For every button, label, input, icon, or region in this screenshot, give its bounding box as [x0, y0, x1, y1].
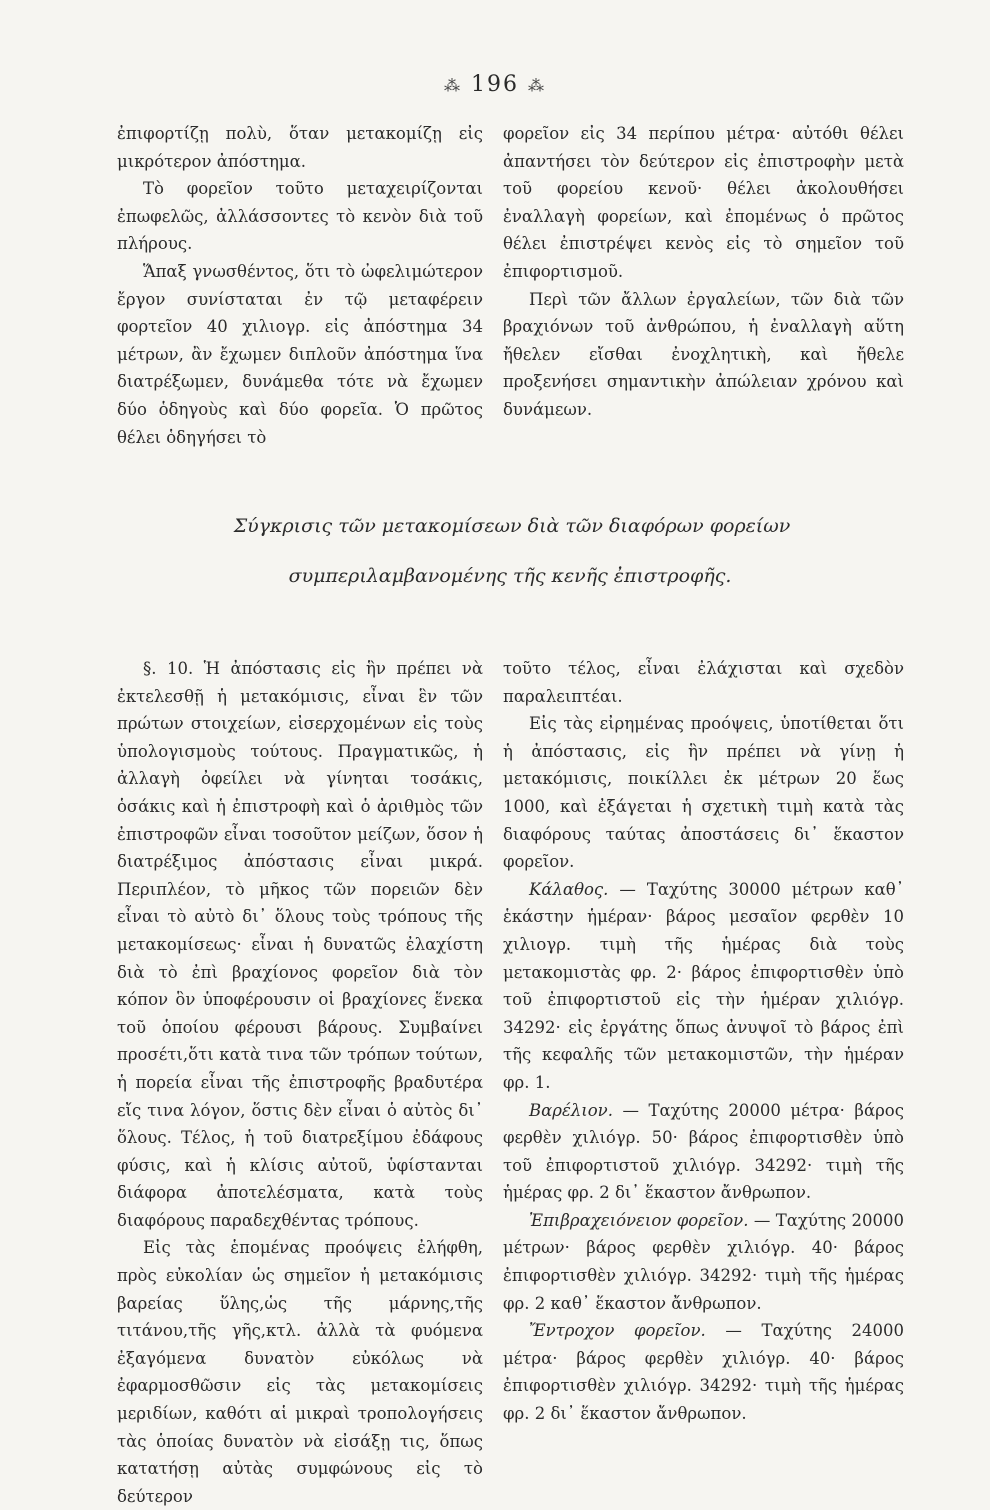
item-label: Κάλαθος.	[529, 879, 609, 899]
ornament-left-icon: ⁂	[444, 76, 462, 95]
paragraph: Τὸ φορεῖον τοῦτο μεταχειρίζονται ἐπωφελῶς, ἀλλάσσοντες τὸ κενὸν διὰ τοῦ πλήρους.	[117, 179, 483, 254]
item-text: — Ταχύτης 20000 μέτρων· βάρος φερθὲν χιλιόγρ. 40· βάρος ἐπιφορτισθὲν χιλιόγρ. 34292· τιμὴ τῆς ἡμέρας φρ. 2 καθ᾽ ἕκαστον ἄνθρωπον.	[503, 1210, 905, 1313]
page-header	[0, 72, 990, 97]
item-text: — Ταχύτης 20000 μέτρα· βάρος φερθὲν χιλιόγρ. 50· βάρος ἐπιφορτισθὲν ὑπὸ τοῦ ἐπιφορτιστοῦ χιλιόγρ. 34292· τιμὴ τῆς ἡμέρας φρ. 2 δι᾽ ἕκαστον ἄνθρωπον.	[503, 1100, 904, 1203]
page-number: 196	[471, 72, 519, 97]
paragraph: Εἰς τὰς ἑπομένας προόψεις ἐλήφθη, πρὸς εὐκολίαν ὡς σημεῖον ἡ μετακόμισις βαρείας ὕλης,ὡς τῆς μάρνης,τῆς τιτάνου,τῆς γῆς,κτλ. ἀλλὰ τὰ φυόμενα ἐξαγόμενα δυνατὸν εὐκόλως νὰ ἐφαρμοσθῶσιν εἰς τὰς μετακομίσεις μεριδίων, καθότι αἱ μικραὶ τροπολογήσεις τὰς ὁποίας δυνατὸν νὰ εἰσάξῃ τις, ὅπως κατατήσῃ αὐτὰς συμφώνους εἰς τὸ δεύτερον	[117, 1238, 483, 1506]
paragraph	[503, 1207, 904, 1317]
paragraph	[503, 1317, 904, 1427]
bottom-left-column	[117, 655, 483, 1510]
top-right-column	[503, 120, 904, 424]
item-label: Βαρέλιον.	[529, 1100, 613, 1120]
paragraph	[503, 1097, 904, 1207]
ornament-right-icon: ⁂	[528, 76, 546, 95]
bottom-right-column	[503, 655, 904, 1428]
paragraph: Εἰς τὰς εἰρημένας προόψεις, ὑποτίθεται ὅτι ἡ ἀπόστασις, εἰς ἣν πρέπει νὰ γίνῃ ἡ μετακόμισις, ποικίλλει ἐκ μέτρων 20 ἕως 1000, καὶ ἐξάγεται ἡ σχετικὴ τιμὴ κατὰ τὰς διαφόρους ταύτας ἀποστάσεις δι᾽ ἕκαστον φορεῖον.	[503, 714, 904, 872]
item-text: — Ταχύτης 30000 μέτρων καθ᾽ ἑκάστην ἡμέραν· βάρος μεσαῖον φερθὲν 10 χιλιογρ. τιμὴ τῆς ἡμέρας διὰ τοὺς μετακομιστὰς φρ. 2· βάρος ἐπιφορτισθὲν ὑπὸ τοῦ ἐπιφορτιστοῦ εἰς τὴν ἡμέραν χιλιόγρ. 34292· εἰς ἐργάτης ὅπως ἀνυψοῖ τὸ βάρος ἐπὶ τῆς κεφαλῆς τῶν μετακομιστῶν, τὴν ἡμέραν φρ. 1.	[503, 879, 904, 1092]
section-subtitle: συμπεριλαμβανομένης τῆς κενῆς ἐπιστροφῆς.	[288, 565, 732, 587]
paragraph: §. 10. Ἡ ἀπόστασις εἰς ἣν πρέπει νὰ ἐκτελεσθῇ ἡ μετακόμισις, εἶναι ἓν τῶν πρώτων στοιχείων, εἰσερχομένων εἰς τοὺς ὑπολογισμοὺς τούτους. Πραγματικῶς, ἡ ἀλλαγὴ ὀφείλει νὰ γίνηται τοσάκις, ὁσάκις καὶ ἡ ἐπιστροφὴ καὶ ὁ ἀριθμὸς τῶν ἐπιστροφῶν εἶναι τοσοῦτον μείζων, ὅσον ἡ διατρέξιμος ἀπόστασις εἶναι μικρά. Περιπλέον, τὸ μῆκος τῶν πορειῶν δὲν εἶναι τὸ αὐτὸ δι᾽ ὅλους τοὺς τρόπους τῆς μετακομίσεως· εἶναι ἡ δυνατῶς ἐλαχίστη διὰ τὸ ἐπὶ βραχίονος φορεῖον διὰ τὸν κόπον ὃν ὑποφέρουσιν οἱ βραχίονες ἕνεκα τοῦ ὁποίου φέρουσι βάρους. Συμβαίνει προσέτι,ὅτι κατὰ τινα τῶν τρόπων τούτων, ἡ πορεία εἶναι τῆς ἐπιστροφῆς βραδυτέρα εἴς τινα λόγον, ὅστις δὲν εἶναι ὁ αὐτὸς δι᾽ ὅλους. Τέλος, ἡ τοῦ διατρεξίμου ἐδάφους φύσις, καὶ ἡ κλίσις αὐτοῦ, ὑφίστανται διάφορα ἀποτελέσματα, κατὰ τοὺς διαφόρους παραδεχθέντας τρόπους.	[117, 659, 483, 1230]
paragraph: φορεῖον εἰς 34 περίπου μέτρα· αὐτόθι θέλει ἀπαντήσει τὸν δεύτερον εἰς ἐπιστροφὴν μετὰ τοῦ φορείου κενοῦ· θέλει ἀκολουθήσει ἐναλλαγὴ φορείων, καὶ ἐπομένως ὁ πρῶτος θέλει ἐπιστρέψει κενὸς εἰς τὸ σημεῖον τοῦ ἐπιφορτισμοῦ.	[503, 124, 904, 281]
paragraph: τοῦτο τέλος, εἶναι ἐλάχισται καὶ σχεδὸν παραλειπτέαι.	[503, 659, 904, 706]
paragraph: Περὶ τῶν ἄλλων ἐργαλείων, τῶν διὰ τῶν βραχιόνων τοῦ ἀνθρώπου, ἡ ἐναλλαγὴ αὕτη ἤθελεν εἴσθαι ἐνοχλητικὴ, καὶ ἤθελε προξενήσει σημαντικὴν ἀπώλειαν χρόνου καὶ δυνάμεων.	[503, 289, 904, 419]
section-title: Σύγκρισις τῶν μετακομίσεων διὰ τῶν διαφόρων φορείων	[233, 515, 791, 537]
item-label: Ἔντροχον φορεῖον.	[529, 1321, 706, 1341]
paragraph: Ἅπαξ γνωσθέντος, ὅτι τὸ ὠφελιμώτερον ἔργον συνίσταται ἐν τῷ μεταφέρειν φορτεῖον 40 χιλιογρ. εἰς ἀπόστημα 34 μέτρων, ἂν ἔχωμεν διπλοῦν ἀπόστημα ἵνα διατρέξωμεν, δυνάμεθα τότε νὰ ἔχωμεν δύο ὁδηγοὺς καὶ δύο φορεῖα. Ὁ πρῶτος θέλει ὁδηγήσει τὸ	[117, 261, 483, 447]
item-text: — Ταχύτης 24000 μέτρα· βάρος φερθὲν χιλιόγρ. 40· βάρος ἐπιφορτισθὲν χιλιόγρ. 34292· τιμὴ τῆς ἡμέρας φρ. 2 δι᾽ ἕκαστον ἄνθρωπον.	[503, 1321, 905, 1424]
paragraph: ἐπιφορτίζῃ πολὺ, ὅταν μετακομίζῃ εἰς μικρότερον ἀπόστημα.	[117, 124, 483, 171]
top-left-column	[117, 120, 483, 451]
item-label: Ἐπιβραχειόνειον φορεῖον.	[529, 1210, 749, 1230]
paragraph	[503, 876, 904, 1097]
